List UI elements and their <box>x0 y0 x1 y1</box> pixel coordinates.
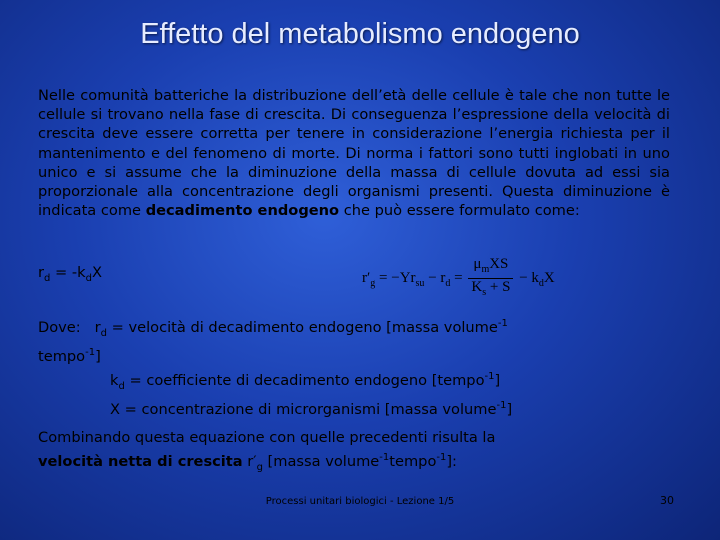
formula-fraction: $\frac{\mu_mXS}{K_s + S}$ <box>468 256 513 301</box>
def-x: X = concentrazione di microrganismi [massa volume$^{-1}$] <box>110 400 513 419</box>
combination-paragraph: Combinando questa equazione con quelle precedenti risulta la velocità netta di crescita $r'_g$ [massa volume$^{-1}$tempo$^{-1}$]: <box>38 429 496 473</box>
bold-term: decadimento endogeno <box>145 202 340 220</box>
comb-text: Combinando questa equazione con quelle precedenti risulta la <box>38 429 496 446</box>
def-rd: Dove: $r_d$ = velocità di decadimento endogeno [massa volume$^{-1}$ tempo$^{-1}$] <box>38 318 508 366</box>
paragraph-text: Nelle comunità batteriche la distribuzione dell’età delle cellule è tale che non tutte le cellule si trovano nella fase di crescita. Di conseguenza l’espressione della velocità di crescita deve essere corretta per tenere in considerazione l’energia richiesta per il mantenimento e del fenomeno di morte. Di norma i fattori sono tutti inglobati in uno unico e si assume che la diminuzione della massa di cellule dovuta ad essi sia proporzionale alla concentrazione degli organismi presenti. Questa diminuzione è indicata come <box>38 87 670 220</box>
slide-title: Effetto del metabolismo endogeno <box>140 18 580 50</box>
intro-paragraph <box>38 86 670 220</box>
definitions <box>38 314 678 420</box>
comb-bold: velocità netta di crescita <box>38 452 243 470</box>
footer-text: Processi unitari biologici - Lezione 1/5 <box>265 496 455 507</box>
page-number: 30 <box>660 494 674 507</box>
paragraph-end: che può essere formulato come: <box>339 202 580 220</box>
formula-rg: $r'_g = -Yr_{su} - r_d$ = $\frac{\mu_mXS}{K_s + S}$ − $k_dX$ <box>362 256 555 301</box>
def-kd: $k_d$ = coefficiente di decadimento endogeno [tempo$^{-1}$] <box>110 370 501 392</box>
formula-rd: $r_d = -k_dX$ <box>38 264 102 284</box>
